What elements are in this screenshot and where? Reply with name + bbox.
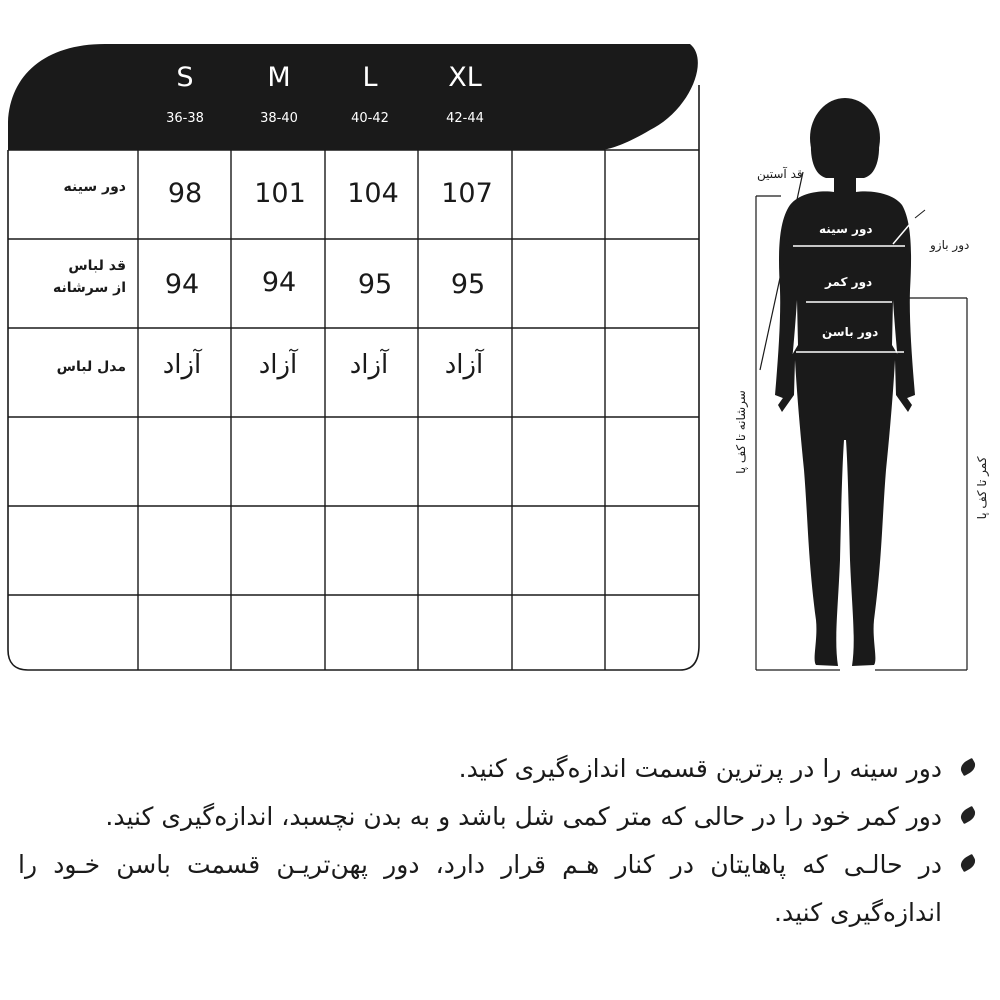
measurement-instructions xyxy=(18,745,978,937)
instruction-item xyxy=(18,745,978,793)
size-label-m: M xyxy=(267,62,291,93)
label-waist-to-floor: کمر تا کف پا xyxy=(975,456,989,520)
size-label-xl: XL xyxy=(448,62,482,93)
leaf-bullet-icon xyxy=(958,854,978,872)
label-waist: دور کمر xyxy=(825,275,873,289)
size-chart-table xyxy=(0,0,720,690)
fit-value-xl: آزاد xyxy=(444,350,484,380)
instruction-item xyxy=(18,793,978,841)
label-chest: دور سینه xyxy=(819,222,873,236)
table-grid xyxy=(0,0,720,690)
size-range-xl: 42-44 xyxy=(446,111,484,126)
row-label-length-line2: از سرشانه xyxy=(53,280,126,296)
row-label-fit-text: مدل لباس xyxy=(56,359,126,375)
row-label-length xyxy=(10,255,132,299)
length-value-l: 95 xyxy=(357,269,393,300)
instruction-item xyxy=(18,841,978,937)
row-label-chest-text: دور سینه xyxy=(63,179,126,195)
leaf-bullet-icon xyxy=(958,806,978,824)
fit-value-s: آزاد xyxy=(162,350,202,380)
label-hip: دور باسن xyxy=(822,325,879,339)
row-label-chest xyxy=(10,176,132,198)
size-range-s: 36-38 xyxy=(166,111,204,126)
row-label-length-line1: قد لباس xyxy=(68,258,126,274)
label-shoulder-to-floor: سرشانه تا کف پا xyxy=(734,390,748,474)
fit-value-m: آزاد xyxy=(258,350,298,380)
size-label-l: L xyxy=(362,62,378,93)
length-value-xl: 95 xyxy=(450,269,486,300)
label-arm: دور بازو xyxy=(930,238,970,252)
table-column-lines xyxy=(138,150,605,670)
chest-value-s: 98 xyxy=(167,178,203,209)
label-sleeve-length: قد آستین xyxy=(757,167,803,181)
measurement-figure xyxy=(734,85,1000,685)
size-label-s: S xyxy=(176,62,194,93)
instruction-text: دور کمر خود را در حالی که متر کمی شل باشد و به بدن نچسبد، اندازه‌گیری کنید. xyxy=(105,802,942,831)
leaf-bullet-icon xyxy=(958,758,978,776)
chest-value-m: 101 xyxy=(254,178,306,209)
row-label-fit xyxy=(10,356,132,378)
instruction-text: دور سینه را در پرترین قسمت اندازه‌گیری کنید. xyxy=(458,754,942,783)
table-header-background xyxy=(8,44,698,150)
instruction-text: در حالـی که پاهایتان در کنار هـم قرار دارد، دور پهن‌تریـن قسمت باسن خـود را اندازه‌گیری کنید. xyxy=(18,850,942,927)
chest-value-xl: 107 xyxy=(441,178,493,209)
fit-value-l: آزاد xyxy=(349,350,389,380)
chest-value-l: 104 xyxy=(347,178,399,209)
size-range-m: 38-40 xyxy=(260,111,298,126)
size-range-l: 40-42 xyxy=(351,111,389,126)
length-value-m: 94 xyxy=(261,267,297,298)
length-value-s: 94 xyxy=(164,269,200,300)
